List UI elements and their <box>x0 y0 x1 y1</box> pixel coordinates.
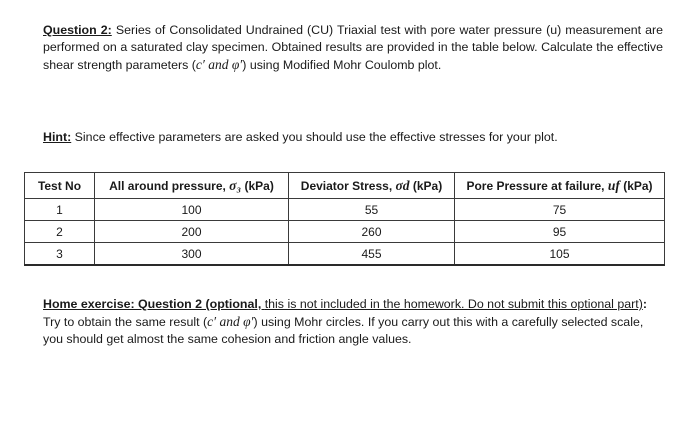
home-exercise-label: Home exercise: Question 2 (optional, <box>43 297 265 311</box>
header-symbol: σ₃ <box>229 177 242 193</box>
header-unit: (kPa) <box>619 178 653 193</box>
table-cell: 1 <box>25 199 95 221</box>
home-exercise-paragraph <box>43 296 663 348</box>
question-label: Question 2: <box>43 23 112 37</box>
header-symbol: σd <box>395 177 410 193</box>
header-test-no <box>25 173 95 199</box>
table-header-row <box>25 173 665 199</box>
home-exercise-math: c′ and φ′ <box>207 314 254 329</box>
header-symbol: uf <box>607 177 620 193</box>
hint-paragraph <box>43 129 663 146</box>
header-unit: (kPa) <box>409 178 443 193</box>
table-cell: 200 <box>95 221 289 243</box>
question-math: c′ and φ′ <box>195 57 243 72</box>
home-exercise-colon: : <box>642 297 647 311</box>
table-cell: 55 <box>289 199 455 221</box>
header-deviator-stress <box>289 173 455 199</box>
hint-label: Hint: <box>43 130 72 144</box>
table-cell: 260 <box>289 221 455 243</box>
table-cell: 300 <box>95 243 289 266</box>
home-exercise-text: Try to obtain the same result ( <box>43 315 208 329</box>
table-cell: 3 <box>25 243 95 266</box>
home-exercise-text-end: ) using Mohr circles. If you carry out this with a carefully selected scale, you should get almost the same cohesion and friction angle values. <box>43 315 644 346</box>
table-cell: 105 <box>455 243 665 266</box>
question-text: Series of Consolidated Undrained (CU) Triaxial test with pore water pressure (u) measurement are performed on a saturated clay specimen. Obtained results are provided in the table below. Calculate the effective shear strength parameters ( <box>43 23 664 72</box>
table-row <box>25 243 665 266</box>
table-cell: 455 <box>289 243 455 266</box>
data-table <box>24 172 665 266</box>
question-text-end: ) using Modified Mohr Coulomb plot. <box>242 58 442 72</box>
header-unit: (kPa) <box>241 178 274 193</box>
table-cell: 100 <box>95 199 289 221</box>
home-exercise-note: this is not included in the homework. Do not submit this optional part) <box>264 297 643 311</box>
table-row <box>25 221 665 243</box>
header-text: All around pressure, <box>109 178 230 193</box>
header-text: Test No <box>37 178 82 193</box>
header-pore-pressure <box>455 173 665 199</box>
hint-text: Since effective parameters are asked you should use the effective stresses for your plot. <box>71 130 558 144</box>
header-text: Pore Pressure at failure, <box>466 178 608 193</box>
table-row <box>25 199 665 221</box>
header-text: Deviator Stress, <box>300 178 396 193</box>
table-cell: 95 <box>455 221 665 243</box>
header-all-around-pressure <box>95 173 289 199</box>
table-cell: 75 <box>455 199 665 221</box>
table-cell: 2 <box>25 221 95 243</box>
question-paragraph <box>43 22 663 74</box>
